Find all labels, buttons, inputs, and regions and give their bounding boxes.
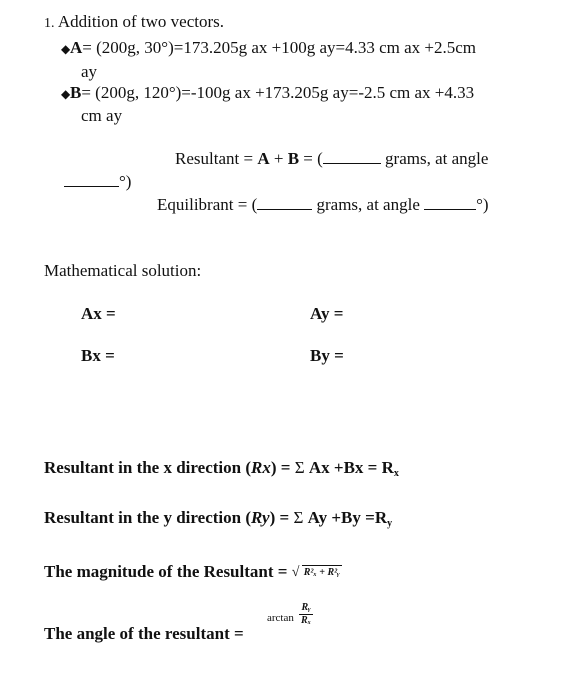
vector-b-continuation: cm ay (81, 106, 123, 125)
equilibrant-grams-at-angle: grams, at angle (312, 195, 425, 214)
resultant-a: A (257, 149, 270, 168)
bullet-icon: ◆ (61, 87, 71, 101)
rx-formula (44, 458, 399, 479)
resultant-plus: + (269, 149, 288, 168)
equilibrant-close: °) (476, 195, 489, 214)
sqrt-icon: √ (291, 565, 300, 580)
problem-number: 1. (44, 16, 55, 31)
vector-b-expression: = (200g, 120°)=-100g ax +173.205g ay=-2.5 cm ax +4.33 (81, 83, 475, 102)
vector-a-continuation: ay (81, 62, 98, 81)
magnitude-text: The magnitude of the Resultant = (44, 562, 292, 581)
sigma-icon: Σ (294, 458, 305, 477)
vector-a-symbol: A (70, 38, 83, 57)
vector-a-expression: = (200g, 30°)=173.205g ax +100g ay=4.33 cm ax +2.5cm (82, 38, 477, 57)
ry-var: Ry (251, 508, 270, 527)
vector-b-line (61, 83, 474, 103)
resultant-close: °) (119, 172, 132, 191)
rx-mid: ) = (270, 458, 295, 477)
rx-text: Resultant in the x direction ( (44, 458, 251, 477)
angle-text: The angle of the resultant = (44, 624, 244, 643)
ry-mid: ) = (269, 508, 294, 527)
resultant-b: B (287, 149, 300, 168)
vector-a-line (61, 38, 476, 58)
rx-sum: Ax +Bx = R (304, 458, 394, 477)
equilibrant-line (157, 195, 489, 215)
math-heading: Mathematical solution: (44, 261, 202, 280)
problem-title (44, 12, 224, 32)
angle-fraction (299, 602, 313, 627)
by-label: By = (310, 346, 344, 365)
equilibrant-angle-blank[interactable] (424, 208, 476, 210)
equilibrant-magnitude-blank[interactable] (257, 208, 312, 210)
fraction-numerator: Rᵧ (299, 602, 313, 615)
ax-label: Ax = (81, 304, 116, 323)
equilibrant-label: Equilibrant = ( (157, 195, 258, 214)
resultant-label: Resultant = (175, 149, 258, 168)
sigma-icon: Σ (293, 508, 304, 527)
ry-text: Resultant in the y direction ( (44, 508, 251, 527)
ay-label: Ay = (310, 304, 344, 323)
vector-b-symbol: B (70, 83, 82, 102)
resultant-open: = ( (299, 149, 323, 168)
problem-title-text: Addition of two vectors. (57, 12, 225, 31)
sqrt-content: R²ₓ + R²ᵧ (303, 567, 340, 578)
bx-label: Bx = (81, 346, 115, 365)
ry-formula (44, 508, 392, 529)
ry-subscript: y (387, 518, 393, 529)
ry-sum: Ay +By =R (303, 508, 388, 527)
resultant-grams-at-angle: grams, at angle (380, 149, 489, 168)
rx-subscript: x (393, 468, 399, 479)
magnitude-formula (44, 562, 342, 582)
resultant-angle-blank[interactable] (64, 185, 119, 187)
resultant-angle-line (64, 172, 131, 192)
arctan-label: arctan (267, 612, 294, 624)
fraction-denominator: Rₓ (301, 615, 312, 626)
sqrt-expression (292, 567, 342, 578)
resultant-magnitude-blank[interactable] (323, 162, 381, 164)
rx-var: Rx (251, 458, 271, 477)
resultant-line (175, 149, 488, 169)
bullet-icon: ◆ (61, 42, 71, 56)
